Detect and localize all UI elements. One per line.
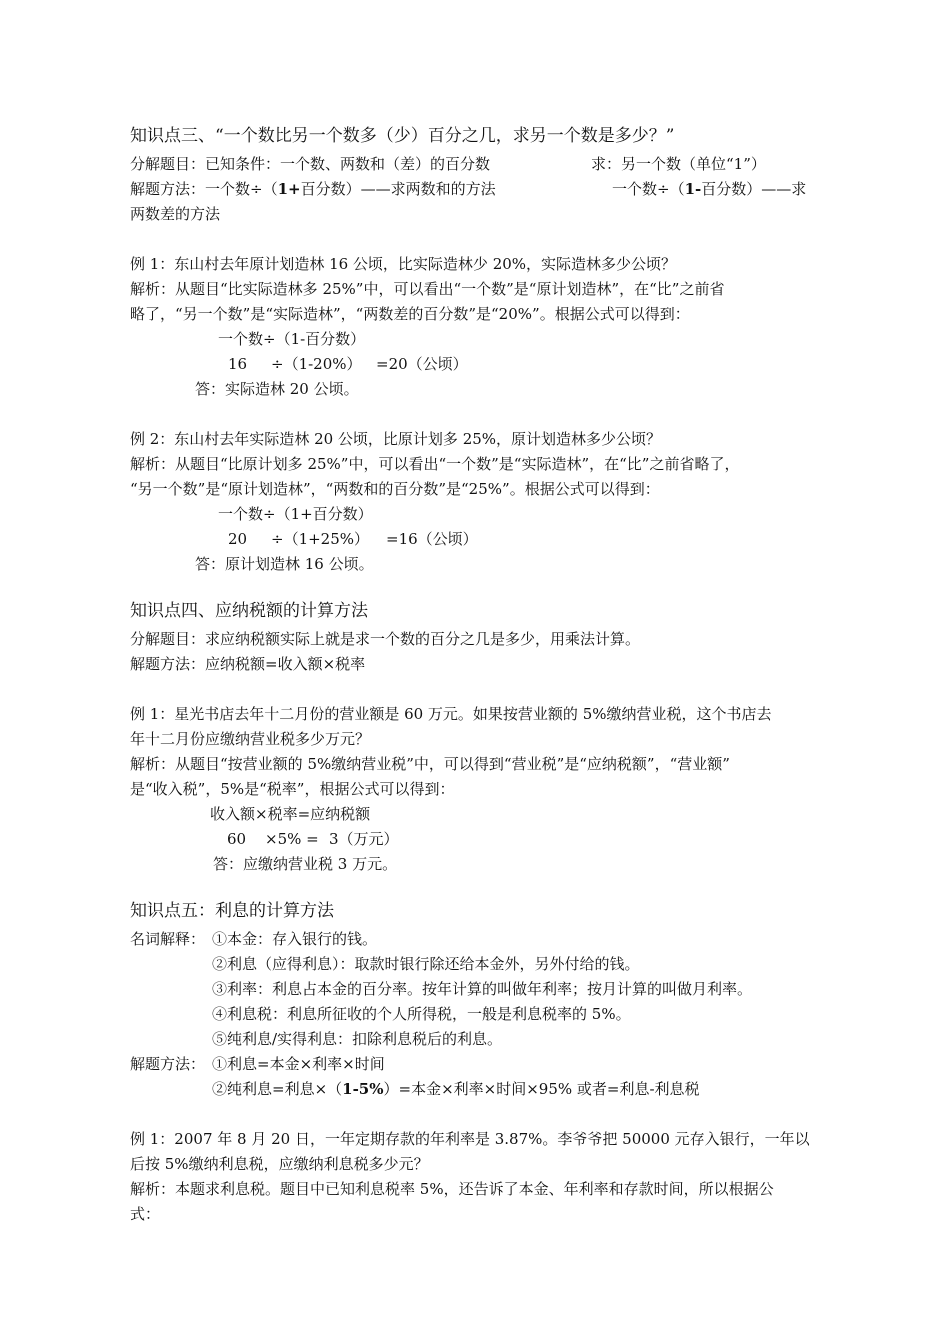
s4-ex1-analysis-1: 解析：从题目“按营业额的 5%缴纳营业税”中，可以得到“营业税”是“应纳税额”，“营业额” — [130, 755, 730, 773]
s3-decompose: 分解题目：已知条件：一个数、两数和（差）的百分数 — [130, 155, 491, 173]
s4-ex1-question-2: 年十二月份应缴纳营业税多少万元？ — [130, 730, 371, 748]
s3-method-b-3: 两数差的方法 — [130, 205, 221, 223]
s3-method-a-1: 解题方法：一个数÷（ — [130, 180, 278, 198]
s3-ex2-analysis-1: 解析：从题目“比原计划多 25%”中，可以看出“一个数”是“实际造林”，在“比”之前省略了， — [130, 455, 740, 473]
s3-ex1-analysis-2: 略了，“另一个数”是“实际造林”，“两数差的百分数”是“20%”。根据公式可以得到： — [130, 305, 690, 323]
s3-ex2-calc-a: 20 — [228, 530, 248, 548]
s5-terms-label: 名词解释： — [130, 930, 206, 948]
s4-ex1-question-1: 例 1：星光书店去年十二月份的营业额是 60 万元。如果按营业额的 5%缴纳营业税，这个书店去 — [130, 705, 772, 723]
s5-ex1-question-1: 例 1：2007 年 8 月 20 日，一年定期存款的年利率是 3.87%。李爷爷把 50000 元存入银行，一年以 — [130, 1130, 810, 1148]
s3-ex1-formula: 一个数÷（1-百分数） — [218, 330, 366, 348]
section-4-title: 知识点四、应纳税额的计算方法 — [130, 601, 368, 621]
s5-term-3: ③利率：利息占本金的百分率。按年计算的叫做年利率；按月计算的叫做月利率。 — [212, 980, 753, 998]
s3-ex1-analysis-1: 解析：从题目“比实际造林多 25%”中，可以看出“一个数”是“原计划造林”，在“比”之前省 — [130, 280, 725, 298]
s5-method-2-bold: 1-5% — [342, 1080, 384, 1098]
section-5-title: 知识点五：利息的计算方法 — [130, 901, 334, 921]
s5-ex1-analysis-2: 式： — [130, 1205, 161, 1223]
s3-ex2-calc-c: =16（公顷） — [386, 530, 478, 548]
s5-ex1-analysis-1: 解析：本题求利息税。题目中已知利息税率 5%，还告诉了本金、年利率和存款时间，所以根据公 — [130, 1180, 774, 1198]
s3-ex1-calc-c: =20（公顷） — [376, 355, 468, 373]
s3-ex2-calc-b: ÷（1+25%） — [271, 530, 370, 548]
s3-method-b — [612, 182, 806, 197]
s5-ex1-question-2: 后按 5%缴纳利息税，应缴纳利息税多少元？ — [130, 1155, 429, 1173]
s5-method-label: 解题方法： — [130, 1055, 206, 1073]
s3-method-a-2: 百分数）——求两数和的方法 — [300, 180, 496, 198]
s5-term-2: ②利息（应得利息）：取款时银行除还给本金外，另外付给的钱。 — [212, 955, 640, 973]
s3-ex2-analysis-2: “另一个数”是“原计划造林”，“两数和的百分数”是“25%”。根据公式可以得到： — [130, 480, 660, 498]
s3-ex2-question: 例 2：东山村去年实际造林 20 公顷，比原计划多 25%，原计划造林多少公顷？ — [130, 430, 662, 448]
s3-ex1-answer: 答：实际造林 20 公顷。 — [195, 380, 359, 398]
s4-ex1-calc-b: ×5% = — [265, 830, 319, 848]
s5-method-2-b: ）=本金×利率×时间×95% 或者=利息-利息税 — [383, 1080, 700, 1098]
s3-ex1-calc-b: ÷（1-20%） — [271, 355, 362, 373]
s5-term-4: ④利息税：利息所征收的个人所得税，一般是利息税率的 5%。 — [212, 1005, 631, 1023]
s5-method-1: ①利息=本金×利率×时间 — [212, 1055, 385, 1073]
s3-method-b-bold: 1- — [684, 180, 702, 198]
s4-ex1-answer: 答：应缴纳营业税 3 万元。 — [213, 855, 398, 873]
s5-method-2-a: ②纯利息=利息×（ — [212, 1080, 343, 1098]
s3-method-b-1: 一个数÷（ — [612, 180, 685, 198]
s4-decompose: 分解题目：求应纳税额实际上就是求一个数的百分之几是多少，用乘法计算。 — [130, 630, 641, 648]
s3-ex2-formula: 一个数÷（1+百分数） — [218, 505, 373, 523]
s5-term-5: ⑤纯利息/实得利息：扣除利息税后的利息。 — [212, 1030, 503, 1048]
section-3-title: 知识点三、“一个数比另一个数多（少）百分之几，求另一个数是多少？” — [130, 126, 675, 146]
s5-method-2 — [212, 1082, 700, 1097]
s3-ex1-calc-a: 16 — [228, 355, 248, 373]
s3-ex1-question: 例 1：东山村去年原计划造林 16 公顷，比实际造林少 20%，实际造林多少公顷？ — [130, 255, 677, 273]
s4-ex1-analysis-2: 是“收入税”，5%是“税率”，根据公式可以得到： — [130, 780, 455, 798]
s4-method: 解题方法：应纳税额=收入额×税率 — [130, 655, 366, 673]
s3-method-a-bold: 1+ — [277, 180, 301, 198]
s4-ex1-formula: 收入额×税率=应纳税额 — [210, 805, 371, 823]
s4-ex1-calc-a: 60 — [227, 830, 247, 848]
s4-ex1-calc-c: 3（万元） — [329, 830, 399, 848]
s5-term-1: ①本金：存入银行的钱。 — [212, 930, 378, 948]
s3-method-b-2: 百分数）——求 — [701, 180, 807, 198]
s3-ex2-answer: 答：原计划造林 16 公顷。 — [195, 555, 374, 573]
s3-method-a — [130, 182, 496, 197]
s3-ask: 求：另一个数（单位“1”） — [591, 155, 766, 173]
